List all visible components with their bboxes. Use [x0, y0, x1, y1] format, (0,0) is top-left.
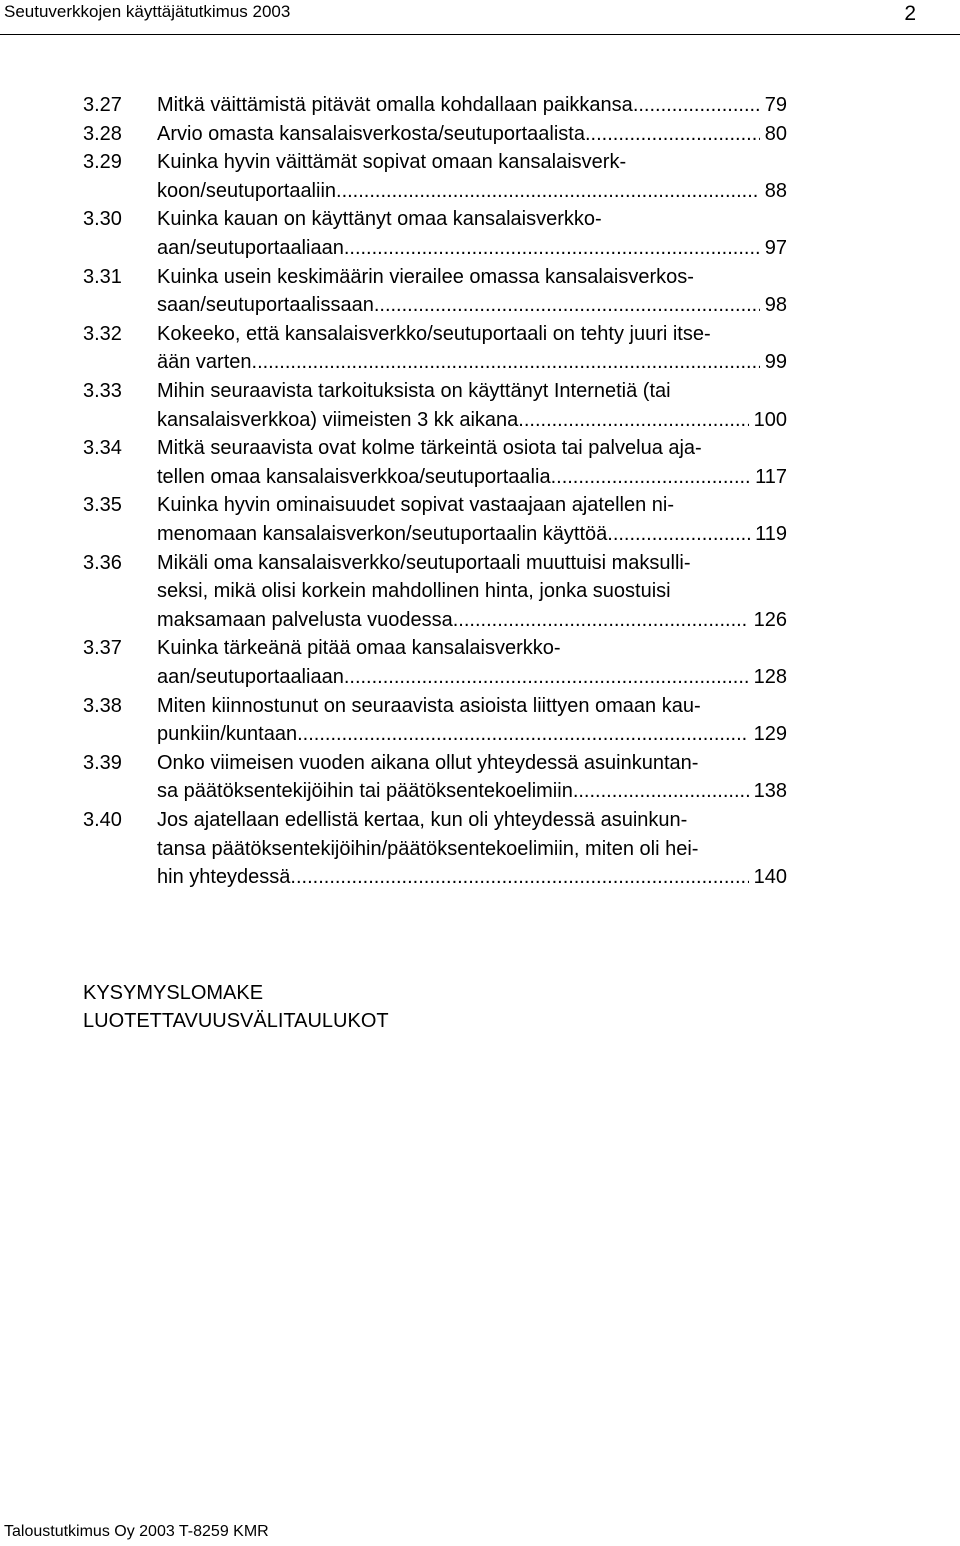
- toc-entry-number: 3.34: [83, 437, 122, 460]
- toc-entry-number: 3.29: [83, 151, 122, 174]
- toc-entry-title-line: Kuinka usein keskimäärin vierailee omassa kansalaisverkos-: [157, 265, 694, 288]
- page-number: 2: [904, 2, 916, 25]
- toc-entry-page: 99: [764, 351, 787, 374]
- toc-entry-title-line: Mitkä väittämistä pitävät omalla kohdallaan paikkansa: [157, 94, 633, 116]
- toc-entry-title-line: Jos ajatellaan edellistä kertaa, kun oli yhteydessä asuinkun-: [157, 809, 688, 831]
- toc-entry-number: 3.28: [83, 122, 122, 145]
- page-header: [0, 0, 960, 36]
- toc-entry-title-line: Arvio omasta kansalaisverkosta/seutuportaalista: [157, 122, 585, 145]
- appendix-item-questionnaire: KYSYMYSLOMAKE: [83, 982, 264, 1004]
- toc-leader-dots: [344, 665, 749, 689]
- toc-entry-title-line: tansa päätöksentekijöihin/päätöksentekoelimiin, miten oli hei-: [157, 837, 699, 860]
- toc-entry-title-line: ään varten: [157, 351, 252, 374]
- toc-leader-dots: [585, 122, 760, 146]
- toc-entry-link[interactable]: [157, 122, 787, 146]
- toc-entry-page: 88: [764, 179, 787, 202]
- toc-leader-dots: [290, 865, 748, 889]
- toc-entry-title-line: Kuinka tärkeänä pitää omaa kansalaisverkko-: [157, 637, 561, 660]
- header-rule: [0, 34, 960, 35]
- toc-entry-link[interactable]: [157, 865, 787, 889]
- toc-entry-number: 3.38: [83, 694, 122, 717]
- toc-entry-title-line: Miten kiinnostunut on seuraavista asioista liittyen omaan kau-: [157, 694, 701, 717]
- toc-entry-number: 3.33: [83, 380, 122, 402]
- toc-leader-dots: [573, 779, 749, 803]
- toc-entry-number: 3.32: [83, 322, 122, 345]
- toc-entry-title-line: sa päätöksentekijöihin tai päätöksentekoelimiin: [157, 780, 573, 803]
- toc-entry-title-line: Mihin seuraavista tarkoituksista on käyttänyt Internetiä (tai: [157, 380, 671, 402]
- toc-entry-link[interactable]: [157, 93, 787, 117]
- toc-entry-page: 80: [764, 122, 787, 145]
- toc-entry-title-line: Kokeeko, että kansalaisverkko/seutuportaali on tehty juuri itse-: [157, 322, 711, 345]
- toc-entry-title-line: punkiin/kuntaan: [157, 723, 298, 746]
- document-title: Seutuverkkojen käyttäjätutkimus 2003: [4, 2, 291, 21]
- toc-entry-number: 3.37: [83, 637, 122, 660]
- toc-entry-link[interactable]: [157, 236, 787, 260]
- toc-entry-page: 119: [755, 523, 787, 545]
- toc-entry-link[interactable]: [157, 408, 787, 432]
- toc-entry-number: 3.35: [83, 494, 122, 517]
- toc-entry-title-line: Kuinka kauan on käyttänyt omaa kansalaisverkko-: [157, 208, 602, 231]
- toc-entry-link[interactable]: [157, 293, 787, 317]
- toc-entry-title-line: kansalaisverkkoa) viimeisten 3 kk aikana: [157, 408, 519, 431]
- toc-entry-title-line: Onko viimeisen vuoden aikana ollut yhteydessä asuinkuntan-: [157, 751, 699, 774]
- toc-entry-link[interactable]: [157, 608, 787, 632]
- toc-entry-number: 3.27: [83, 94, 122, 116]
- toc-entry-page: 98: [764, 294, 787, 317]
- toc-entry-title-line: Kuinka hyvin väittämät sopivat omaan kansalaisverk-: [157, 151, 627, 174]
- toc-entry-page: 126: [753, 608, 787, 631]
- toc-entry-title-line: tellen omaa kansalaisverkkoa/seutuportaalia: [157, 465, 551, 488]
- toc-leader-dots: [336, 179, 760, 203]
- toc-entry-page: 117: [755, 465, 787, 488]
- toc-entry-link[interactable]: [157, 779, 787, 803]
- toc-entry-number: 3.36: [83, 551, 122, 574]
- toc-entry-title-line: maksamaan palvelusta vuodessa: [157, 608, 453, 631]
- toc-entry-title-line: aan/seutuportaaliaan: [157, 666, 344, 688]
- toc-entry-number: 3.30: [83, 208, 122, 231]
- toc-entry-link[interactable]: [157, 465, 787, 489]
- toc-entry-title-line: koon/seutuportaaliin: [157, 179, 337, 202]
- toc-leader-dots: [633, 93, 760, 117]
- toc-leader-dots: [374, 293, 760, 317]
- toc-leader-dots: [252, 350, 760, 374]
- toc-entry-link[interactable]: [157, 179, 787, 203]
- toc-entry-page: 138: [753, 780, 787, 803]
- toc-entry-page: 129: [753, 723, 787, 746]
- toc-entry-page: 128: [753, 666, 787, 688]
- toc-entry-title-line: Mitkä seuraavista ovat kolme tärkeintä osiota tai palvelua aja-: [157, 437, 702, 460]
- toc-entry-number: 3.39: [83, 751, 122, 774]
- page-footer: Taloustutkimus Oy 2003 T-8259 KMR: [4, 1523, 269, 1540]
- toc-entry-link[interactable]: [157, 350, 787, 374]
- appendix-item-confidence-tables: LUOTETTAVUUSVÄLITAULUKOT: [83, 1010, 389, 1032]
- toc-leader-dots: [344, 236, 760, 260]
- toc-entry-title-line: aan/seutuportaaliaan: [157, 237, 344, 259]
- toc-leader-dots: [551, 465, 751, 489]
- toc-entry-page: 100: [753, 408, 787, 431]
- toc-leader-dots: [453, 608, 749, 632]
- toc-entry-title-line: menomaan kansalaisverkon/seutuportaalin käyttöä: [157, 523, 608, 545]
- toc-entry-page: 97: [764, 237, 787, 259]
- toc-entry-title-line: saan/seutuportaalissaan: [157, 294, 374, 317]
- toc-entry-title-line: Kuinka hyvin ominaisuudet sopivat vastaajaan ajatellen ni-: [157, 494, 674, 517]
- toc-leader-dots: [297, 722, 749, 746]
- toc-entry-link[interactable]: [157, 722, 787, 746]
- toc-entry-number: 3.31: [83, 265, 122, 288]
- toc-entry-title-line: hin yhteydessä: [157, 866, 291, 889]
- toc-entry-title-line: Mikäli oma kansalaisverkko/seutuportaali muuttuisi maksulli-: [157, 551, 691, 574]
- toc-entry-page: 79: [764, 94, 787, 116]
- toc-leader-dots: [607, 522, 750, 546]
- toc-entry-link[interactable]: [157, 522, 787, 546]
- toc-entry-title-line: seksi, mikä olisi korkein mahdollinen hinta, jonka suostuisi: [157, 580, 671, 603]
- toc-entry-number: 3.40: [83, 809, 122, 831]
- toc-entry-page: 140: [753, 866, 787, 889]
- toc-leader-dots: [518, 408, 748, 432]
- toc-entry-link[interactable]: [157, 665, 787, 689]
